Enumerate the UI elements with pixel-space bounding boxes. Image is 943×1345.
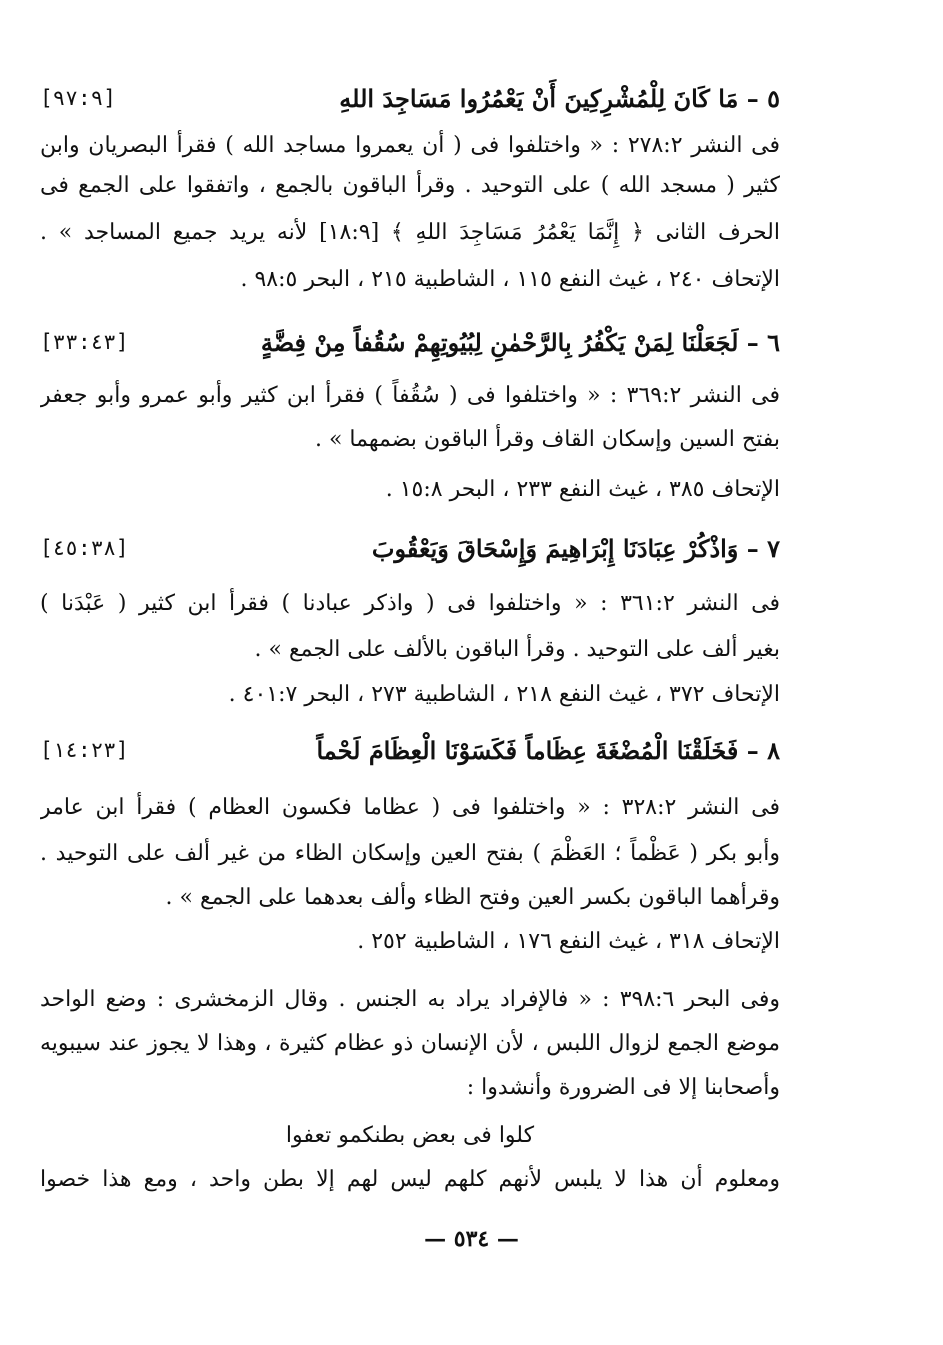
page-number: — ٥٣٤ — [424, 1226, 519, 1252]
text-line: فى النشر ٣٦١:٢ : « واختلفوا فى ( واذكر عبادنا ) فقرأ ابن كثير ( عَبْدَنا ) [40, 591, 780, 616]
text-line: الإتحاف ٣١٨ ، غيث النفع ١٧٦ ، الشاطبية ٢٥٢ . [357, 929, 780, 954]
text-line: وفى البحر ٣٩٨:٦ : « فالإفراد يراد به الجنس . وقال الزمخشرى : وضع الواحد [40, 987, 780, 1012]
text-line: فى النشر ٢٧٨:٢ : « واختلفوا فى ( أن يعمروا مساجد الله ) فقرأ البصريان وابن [40, 133, 780, 158]
text-line: موضع الجمع لزوال اللبس ، لأن الإنسان ذو عظام كثيرة ، وهذا لا يجوز عند سيبويه [40, 1031, 780, 1056]
verse-8-heading [40, 728, 780, 772]
text-line: وأصحابنا إلا فى الضرورة وأنشدوا : [466, 1075, 780, 1100]
text-line: وأبو بكر ( عَظْماً ؛ العَظْمَ ) بفتح العين وإسكان الظاء من غير ألف على التوحيد . [40, 841, 780, 866]
verse-6-heading [40, 320, 780, 364]
verse-7-heading [40, 526, 780, 570]
verse-8-text: ٨ – فَخَلَقْنَا الْمُضْغَةَ عِظَاماً فَكَسَوْنَا الْعِظَامَ لَحْماً [316, 735, 780, 765]
text-line: الحرف الثانى ﴿ إِنَّمَا يَعْمُرُ مَسَاجِدَ اللهِ ﴾ [١٨:٩] لأنه يريد جميع المساجد » . [40, 220, 780, 245]
text-line: بفتح السين وإسكان القاف وقرأ الباقون بضمهما » . [314, 427, 780, 452]
text-line: الإتحاف ٣٨٥ ، غيث النفع ٢٣٣ ، البحر ١٥:٨ . [385, 477, 780, 502]
verse-5-heading [40, 76, 780, 120]
text-line: الإتحاف ٢٤٠ ، غيث النفع ١١٥ ، الشاطبية ٢١٥ ، البحر ٩٨:٥ . [240, 267, 780, 292]
verse-6-text: ٦ – لَجَعَلْنَا لِمَنْ يَكْفُرُ بِالرَّحْمٰنِ لِبُيُوتِهِمْ سُقُفاً مِنْ فِضَّةٍ [260, 327, 780, 357]
text-line: بغير ألف على التوحيد . وقرأ الباقون بالألف على الجمع » . [254, 637, 780, 662]
verse-7-text: ٧ – وَاذْكُرْ عِبَادَنَا إِبْرَاهِيمَ وَإِسْحَاقَ وَيَعْقُوبَ [371, 533, 780, 563]
text-line: وقرأهما الباقون بكسر العين وفتح الظاء وألف بعدهما على الجمع » . [165, 885, 780, 910]
verse-6-reference: [٣٣:٤٣] [40, 330, 129, 354]
verse-8-reference: [١٤:٢٣] [40, 738, 129, 762]
verse-5-reference: [٩٧:٩] [40, 86, 116, 110]
text-line: كثير ( مسجد الله ) على التوحيد . وقرأ الباقون بالجمع ، واتفقوا على الجمع فى [40, 173, 780, 198]
poem-verse: كلوا فى بعض بطنكمو تعفوا [285, 1123, 535, 1148]
text-line: فى النشر ٣٢٨:٢ : « واختلفوا فى ( عظاما فكسون العظام ) فقرأ ابن عامر [40, 795, 780, 820]
verse-5-text: ٥ – مَا كَانَ لِلْمُشْرِكِينَ أَنْ يَعْمُرُوا مَسَاجِدَ اللهِ [339, 83, 780, 113]
text-line: الإتحاف ٣٧٢ ، غيث النفع ٢١٨ ، الشاطبية ٢٧٣ ، البحر ٤٠١:٧ . [228, 682, 780, 707]
verse-7-reference: [٤٥:٣٨] [40, 536, 129, 560]
text-line: فى النشر ٣٦٩:٢ : « واختلفوا فى ( سُقُفاً ) فقرأ ابن كثير وأبو عمرو وأبو جعفر [40, 383, 780, 408]
text-line: ومعلوم أن هذا لا يلبس لأنهم كلهم ليس لهم إلا بطن واحد ، ومع هذا خصوا [40, 1167, 780, 1192]
